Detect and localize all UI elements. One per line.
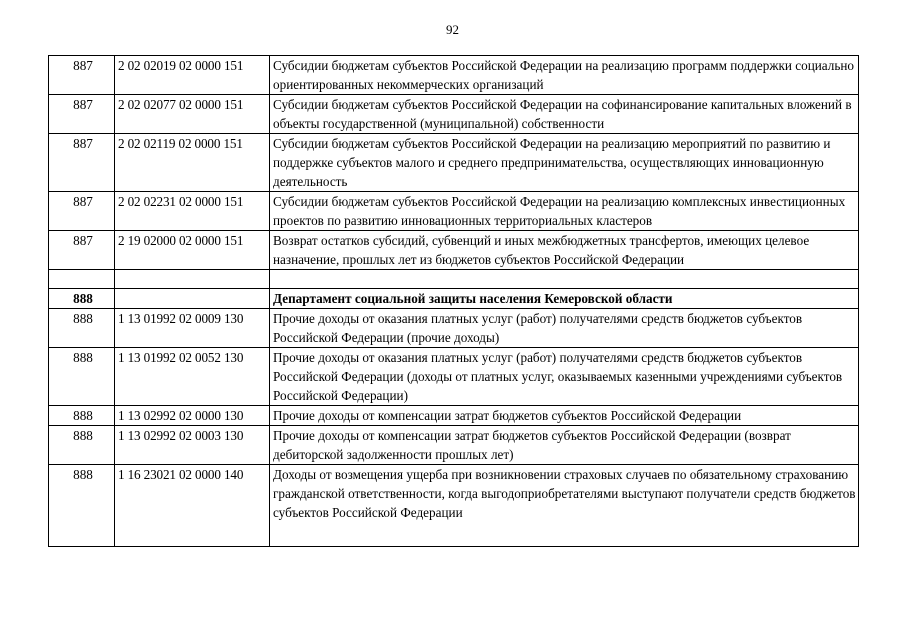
budget-code-cell: 2 19 02000 02 0000 151 [115,231,270,270]
budget-code-cell: 1 13 02992 02 0000 130 [115,406,270,426]
table-row [49,56,859,95]
admin-code-cell: 888 [49,309,115,348]
budget-code-cell: 1 13 02992 02 0003 130 [115,426,270,465]
admin-code-cell: 887 [49,192,115,231]
table-row [49,426,859,465]
table-row [49,192,859,231]
revenue-name-cell: Субсидии бюджетам субъектов Российской Федерации на реализацию программ поддержки социально ориентированных некоммерческих организаций [270,56,859,95]
revenue-name-cell: Субсидии бюджетам субъектов Российской Федерации на софинансирование капитальных вложений в объекты государственной (муниципальной) собственности [270,95,859,134]
admin-code-cell: 888 [49,406,115,426]
table-row [49,348,859,406]
admin-code-cell: 887 [49,134,115,192]
budget-code-cell: 1 13 01992 02 0009 130 [115,309,270,348]
admin-code-cell: 888 [49,289,115,309]
budget-code-cell: 1 13 01992 02 0052 130 [115,348,270,406]
revenue-name-cell: Прочие доходы от оказания платных услуг (работ) получателями средств бюджетов субъектов Российской Федерации (прочие доходы) [270,309,859,348]
revenue-name-cell: Доходы от возмещения ущерба при возникновении страховых случаев по обязательному страхованию гражданской ответственности, когда выгодоприобретателями выступают получатели средств бюджетов субъектов Российской Федерации [270,465,859,547]
admin-code-cell: 888 [49,426,115,465]
revenue-name-cell: Возврат остатков субсидий, субвенций и иных межбюджетных трансфертов, имеющих целевое назначение, прошлых лет из бюджетов субъектов Российской Федерации [270,231,859,270]
admin-code-cell: 887 [49,231,115,270]
budget-code-cell: 2 02 02077 02 0000 151 [115,95,270,134]
empty-cell [115,270,270,289]
table-row [49,465,859,547]
empty-cell [49,270,115,289]
admin-code-cell: 888 [49,465,115,547]
budget-code-cell: 2 02 02019 02 0000 151 [115,56,270,95]
admin-code-cell: 887 [49,56,115,95]
revenue-name-cell: Прочие доходы от оказания платных услуг (работ) получателями средств бюджетов субъектов Российской Федерации (доходы от платных услуг, оказываемых казенными учреждениями субъектов Российской Федерации) [270,348,859,406]
table-row [49,309,859,348]
table-row [49,95,859,134]
budget-code-cell [115,289,270,309]
page-number: 92 [446,22,459,37]
department-name-cell: Департамент социальной защиты населения Кемеровской области [270,289,859,309]
budget-code-cell: 2 02 02119 02 0000 151 [115,134,270,192]
table-row-spacer [49,270,859,289]
revenue-name-cell: Прочие доходы от компенсации затрат бюджетов субъектов Российской Федерации [270,406,859,426]
revenue-codes-table [48,55,859,547]
budget-code-cell: 1 16 23021 02 0000 140 [115,465,270,547]
table-row [49,134,859,192]
revenue-name-cell: Субсидии бюджетам субъектов Российской Федерации на реализацию комплексных инвестиционных проектов по развитию инновационных территориальных кластеров [270,192,859,231]
budget-code-cell: 2 02 02231 02 0000 151 [115,192,270,231]
admin-code-cell: 887 [49,95,115,134]
table-row [49,231,859,270]
empty-cell [270,270,859,289]
revenue-name-cell: Субсидии бюджетам субъектов Российской Федерации на реализацию мероприятий по развитию и поддержке субъектов малого и среднего предпринимательства, осуществляющих инновационную деятельность [270,134,859,192]
revenue-name-cell: Прочие доходы от компенсации затрат бюджетов субъектов Российской Федерации (возврат дебиторской задолженности прошлых лет) [270,426,859,465]
department-header-row [49,289,859,309]
admin-code-cell: 888 [49,348,115,406]
table-row [49,406,859,426]
